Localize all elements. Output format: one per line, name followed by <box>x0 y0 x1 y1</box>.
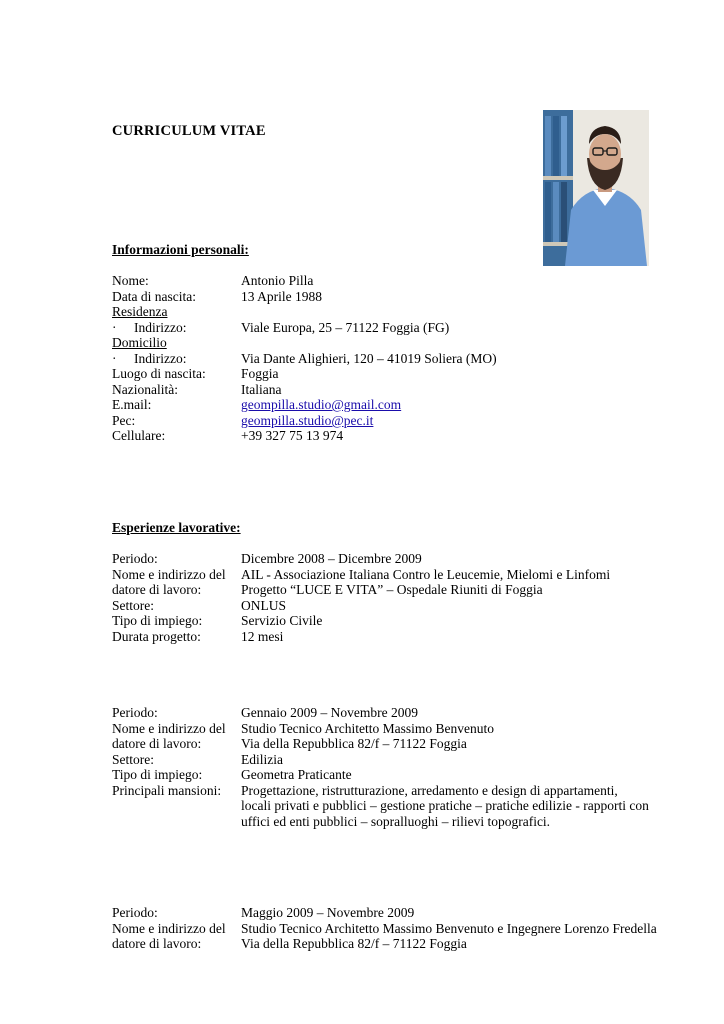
job-value: Geometra Praticante <box>241 767 352 782</box>
info-label: Data di nascita: <box>112 289 196 304</box>
job-value: Progettazione, ristrutturazione, arredamento e design di appartamenti, <box>241 782 618 798</box>
job-value: 12 mesi <box>241 628 284 644</box>
job-value: Edilizia <box>241 751 283 767</box>
info-label: Nome: <box>112 273 149 288</box>
job-label: Periodo: <box>112 551 158 566</box>
work-experience-heading: Esperienze lavorative: <box>112 520 241 535</box>
job-label: datore di lavoro: <box>112 582 202 597</box>
job-value: uffici ed enti pubblici – sopralluoghi – rilievi topografici. <box>241 813 551 829</box>
job-label: datore di lavoro: <box>112 736 202 751</box>
job-value: Via della Repubblica 82/f – 71122 Foggia <box>241 736 467 751</box>
job-value: Via della Repubblica 82/f – 71122 Foggia <box>241 936 467 951</box>
info-label-text: Indirizzo: <box>134 320 187 335</box>
job-label: Tipo di impiego: <box>112 613 203 628</box>
info-label: Nazionalità: <box>112 382 178 397</box>
job-label: Nome e indirizzo del <box>112 720 226 736</box>
info-value: 13 Aprile 1988 <box>241 289 322 304</box>
bullet-icon: · <box>112 351 117 366</box>
job-value: Dicembre 2008 – Dicembre 2009 <box>241 551 422 566</box>
job-label: datore di lavoro: <box>112 936 202 951</box>
info-value: +39 327 75 13 974 <box>241 428 344 443</box>
job-label: Periodo: <box>112 705 158 720</box>
job-label: Principali mansioni: <box>112 782 222 798</box>
info-value: Via Dante Alighieri, 120 – 41019 Soliera (MO) <box>241 351 497 366</box>
job-value: Progetto “LUCE E VITA” – Ospedale Riuniti di Foggia <box>241 582 543 597</box>
info-label: E.mail: <box>112 397 152 412</box>
bullet-icon: · <box>112 320 117 335</box>
job-label: Settore: <box>112 751 154 767</box>
info-label: Luogo di nascita: <box>112 366 206 381</box>
info-label-text: Indirizzo: <box>134 351 187 366</box>
page-title: CURRICULUM VITAE <box>112 123 266 139</box>
job-value: locali privati e pubblici – gestione pratiche – pratiche edilizie - rapporti con <box>241 798 649 813</box>
info-value: Antonio Pilla <box>241 273 314 288</box>
job-value: Maggio 2009 – Novembre 2009 <box>241 905 415 920</box>
job-label: Nome e indirizzo del <box>112 566 226 582</box>
profile-photo <box>543 110 649 266</box>
info-value: Foggia <box>241 366 279 381</box>
email-link[interactable]: geompilla.studio@gmail.com <box>241 397 402 412</box>
info-value: Viale Europa, 25 – 71122 Foggia (FG) <box>241 320 450 335</box>
info-label: Pec: <box>112 413 136 428</box>
info-label: Cellulare: <box>112 428 166 443</box>
info-value: Italiana <box>241 382 282 397</box>
domicile-label: Domicilio <box>112 335 167 350</box>
job-value: AIL - Associazione Italiana Contro le Leucemie, Mielomi e Linfomi <box>241 566 611 582</box>
job-label: Tipo di impiego: <box>112 767 203 782</box>
job-label: Nome e indirizzo del <box>112 920 226 936</box>
job-label: Durata progetto: <box>112 628 201 644</box>
job-label: Settore: <box>112 597 154 613</box>
job-value: Gennaio 2009 – Novembre 2009 <box>241 705 418 720</box>
info-label <box>112 351 186 367</box>
job-value: ONLUS <box>241 597 287 613</box>
job-value: Studio Tecnico Architetto Massimo Benvenuto <box>241 720 495 736</box>
residence-label: Residenza <box>112 304 168 319</box>
info-label <box>112 320 186 336</box>
job-label: Periodo: <box>112 905 158 920</box>
pec-link[interactable]: geompilla.studio@pec.it <box>241 413 374 428</box>
personal-info-heading: Informazioni personali: <box>112 242 249 257</box>
job-value: Servizio Civile <box>241 613 323 628</box>
job-value: Studio Tecnico Architetto Massimo Benvenuto e Ingegnere Lorenzo Fredella <box>241 920 657 936</box>
